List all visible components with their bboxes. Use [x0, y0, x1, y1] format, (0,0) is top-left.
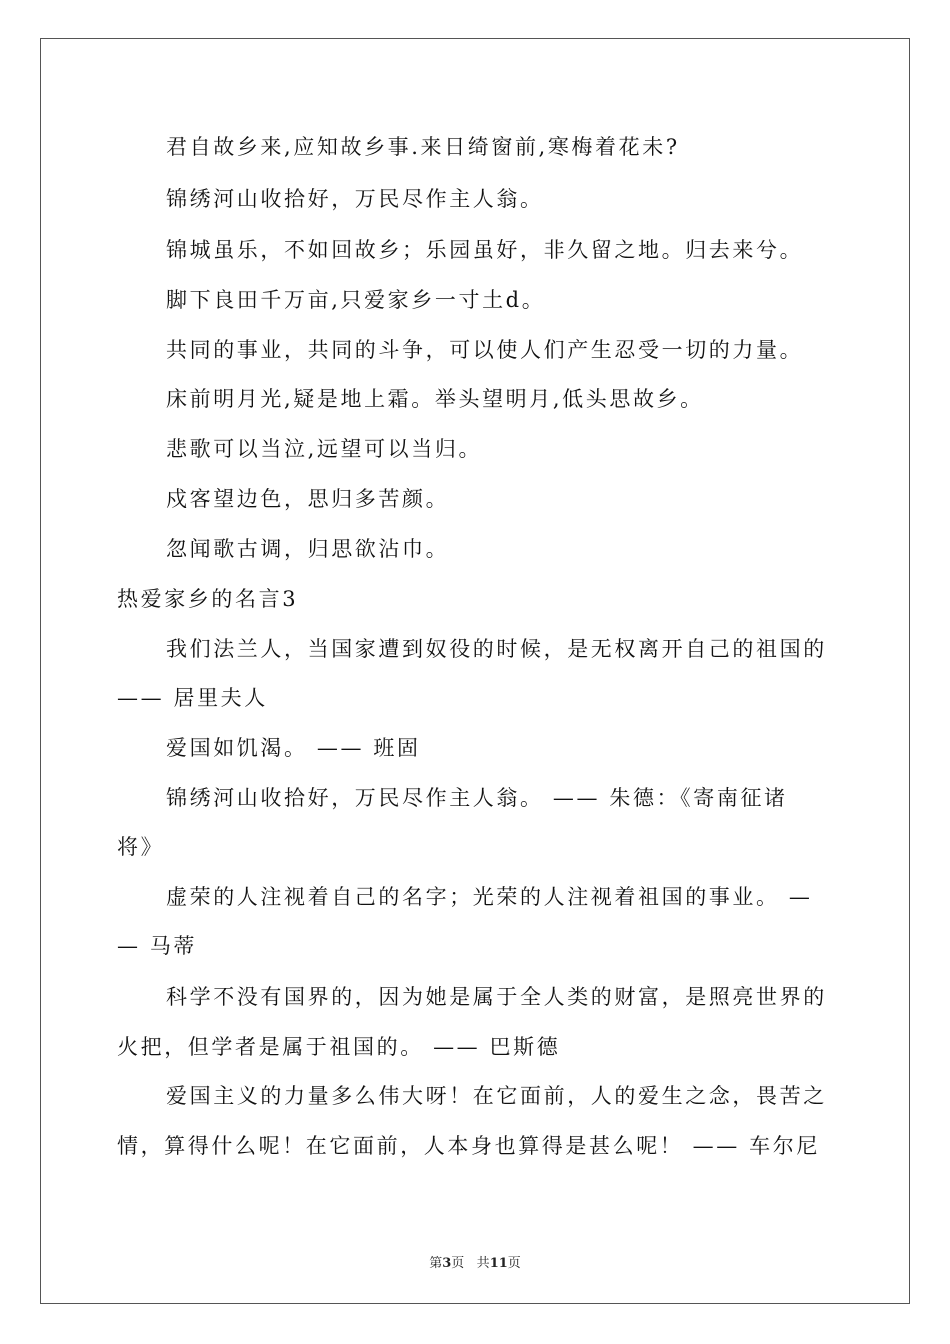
text-line: 君自故乡来,应知故乡事.来日绮窗前,寒梅着花未?	[166, 135, 680, 159]
footer-total-prefix: 共	[476, 1256, 490, 1271]
text-line: 忽闻歌古调，归思欲沾巾。	[166, 537, 450, 561]
text-line: 悲歌可以当泣,远望可以当归。	[166, 437, 483, 461]
page-border	[40, 38, 910, 1304]
section-heading: 热爱家乡的名言3	[117, 587, 299, 611]
page-footer	[0, 1252, 950, 1271]
text-line: 锦绣河山收拾好，万民尽作主人翁。	[166, 187, 544, 211]
text-line: 火把，但学者是属于祖国的。 —— 巴斯德	[117, 1035, 561, 1059]
text-line: 科学不没有国界的，因为她是属于全人类的财富，是照亮世界的	[166, 985, 827, 1009]
text-line: 情，算得什么呢！在它面前，人本身也算得是甚么呢！ —— 车尔尼	[117, 1134, 820, 1158]
text-line: 虚荣的人注视着自己的名字；光荣的人注视着祖国的事业。 —	[166, 885, 813, 909]
text-line: 锦城虽乐，不如回故乡；乐园虽好，非久留之地。归去来兮。	[166, 238, 804, 262]
footer-page-number: 3	[442, 1256, 452, 1271]
footer-total-suffix: 页	[507, 1256, 521, 1271]
footer-total-pages: 11	[489, 1256, 508, 1271]
text-line: 共同的事业，共同的斗争，可以使人们产生忍受一切的力量。	[166, 338, 804, 362]
text-line: —— 居里夫人	[117, 686, 268, 710]
text-line: 将》	[117, 835, 165, 859]
footer-page-prefix: 第	[429, 1256, 443, 1271]
text-line: — 马蒂	[117, 934, 198, 958]
text-line: 爱国如饥渴。 —— 班固	[166, 736, 421, 760]
footer-page-suffix: 页	[451, 1256, 465, 1271]
text-line: 床前明月光,疑是地上霜。举头望明月,低头思故乡。	[166, 387, 704, 411]
text-line: 戍客望边色，思归多苦颜。	[166, 487, 450, 511]
text-line: 脚下良田千万亩,只爱家乡一寸土d。	[166, 288, 546, 312]
text-line: 我们法兰人，当国家遭到奴役的时候，是无权离开自己的祖国的	[166, 637, 827, 661]
text-line: 爱国主义的力量多么伟大呀！在它面前，人的爱生之念，畏苦之	[166, 1084, 827, 1108]
text-line: 锦绣河山收拾好，万民尽作主人翁。 —— 朱德：《寄南征诸	[166, 786, 788, 810]
